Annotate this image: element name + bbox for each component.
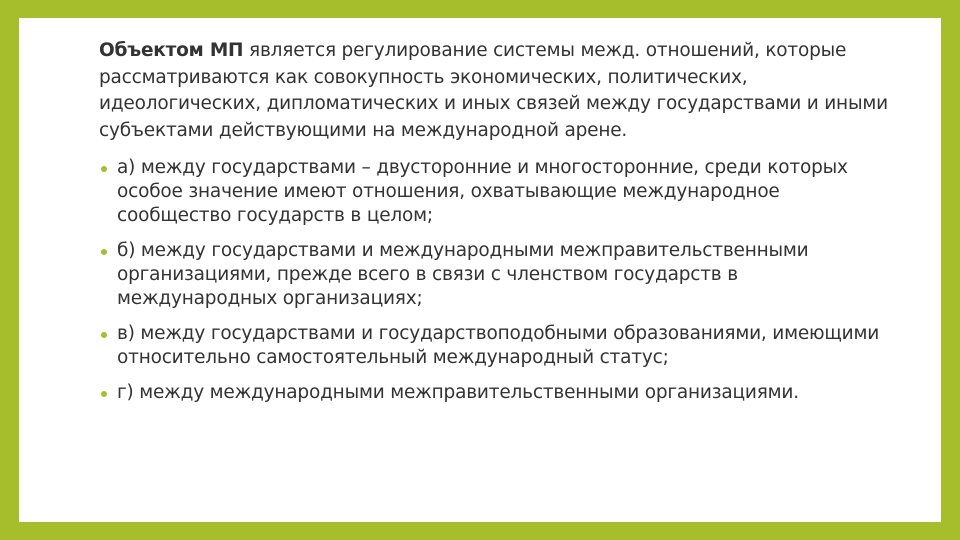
slide bbox=[19, 18, 941, 522]
list-item-text: а) между государствами – двусторонние и многосторонние, среди которых особое значение имеют отношения, охватывающие международное сообщество государств в целом; bbox=[117, 157, 848, 226]
bullet-list bbox=[99, 156, 899, 405]
list-item-text: б) между государствами и международными межправительственными организациями, прежде всего в связи с членством государств в международных организациях; bbox=[117, 240, 809, 309]
bullet-icon bbox=[101, 166, 107, 172]
list-item bbox=[99, 381, 899, 405]
list-item bbox=[99, 156, 899, 228]
bullet-icon bbox=[101, 332, 107, 338]
list-item-text: г) между международными межправительственными организациями. bbox=[117, 382, 799, 403]
list-item-text: в) между государствами и государствоподобными образованиями, имеющими относительно самостоятельный международный статус; bbox=[117, 323, 880, 368]
slide-content bbox=[99, 38, 899, 416]
list-item bbox=[99, 322, 899, 370]
intro-paragraph bbox=[99, 38, 899, 144]
list-item bbox=[99, 239, 899, 311]
intro-text: является регулирование системы межд. отношений, которые рассматриваются как совокупность экономических, политических, идеологических, дипломатических и иных связей между государствами и иными субъектами действующими на международной арене. bbox=[99, 40, 888, 141]
bullet-icon bbox=[101, 249, 107, 255]
bullet-icon bbox=[101, 391, 107, 397]
intro-bold-term: Объектом МП bbox=[99, 40, 244, 61]
